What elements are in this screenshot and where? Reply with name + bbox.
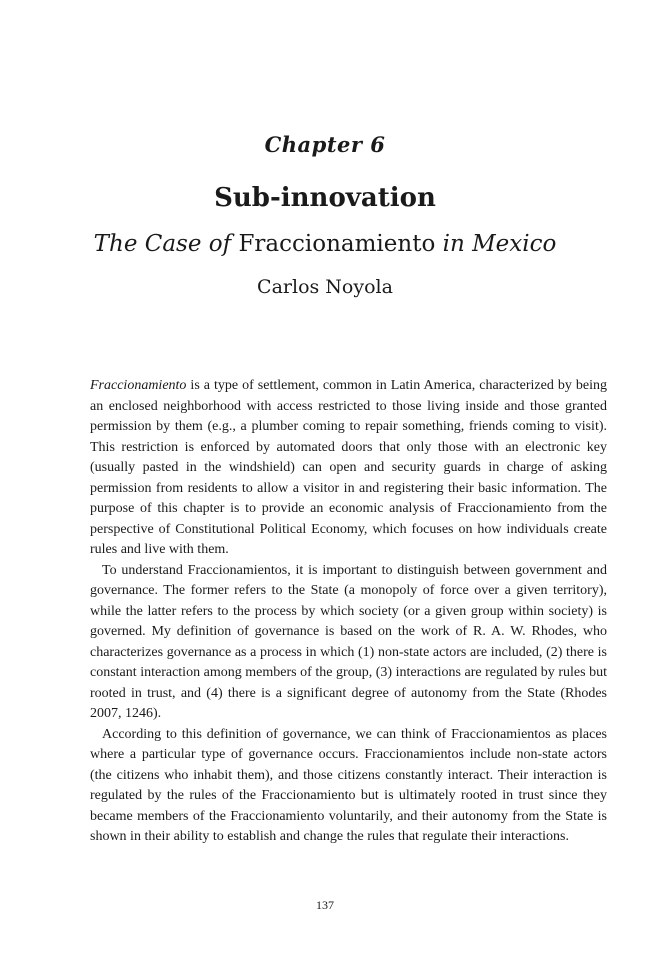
- paragraph-1-text: is a type of settlement, common in Latin America, characterized by being an enclosed neighborhood with access restricted to those living inside and those granted permission by them (e.g., a plumber coming to repair something, friends coming to visit). This restriction is enforced by automated doors that only those with an electronic key (usually pasted in the windshield) can open and security guards in charge of asking permission from residents to allow a visitor in and registering their basic information. The purpose of this chapter is to provide an economic analysis of Fraccionamiento from the perspective of Constitutional Political Economy, which focuses on how individuals create rules and live with them.: [90, 378, 607, 557]
- paragraph-1: [90, 376, 607, 561]
- body-text: [90, 376, 607, 848]
- chapter-subtitle: [0, 231, 650, 257]
- subtitle-term: Fraccionamiento: [238, 231, 436, 257]
- subtitle-case-of: The Case of: [93, 231, 239, 257]
- page-number: 137: [316, 898, 334, 912]
- chapter-title: Sub-innovation: [214, 183, 436, 213]
- italic-term: Fraccionamiento: [90, 378, 187, 393]
- author-name: Carlos Noyola: [257, 276, 393, 298]
- subtitle-in-mexico: in Mexico: [435, 231, 557, 257]
- paragraph-2: To understand Fraccionamientos, it is important to distinguish between government and governance. The former refers to the State (a monopoly of force over a given territory), while the latter refers to the process by which society (or a given group within society) is governed. My definition of governance is based on the work of R. A. W. Rhodes, who characterizes governance as a process in which (1) non-state actors are included, (2) there is constant interaction among members of the group, (3) interactions are regulated by rules but rooted in trust, and (4) there is a significant degree of autonomy from the State (Rhodes 2007, 1246).: [90, 562, 607, 721]
- chapter-label: Chapter 6: [264, 132, 386, 157]
- paragraph-3: According to this definition of governance, we can think of Fraccionamientos as places where a particular type of governance occurs. Fraccionamientos include non-state actors (the citizens who inhabit them), and those citizens constantly interact. Their interaction is regulated by the rules of the Fraccionamiento but is ultimately rooted in trust since they became members of the Fraccionamiento voluntarily, and their autonomy from the State is shown in their ability to establish and change the rules that regulate their interactions.: [90, 726, 607, 844]
